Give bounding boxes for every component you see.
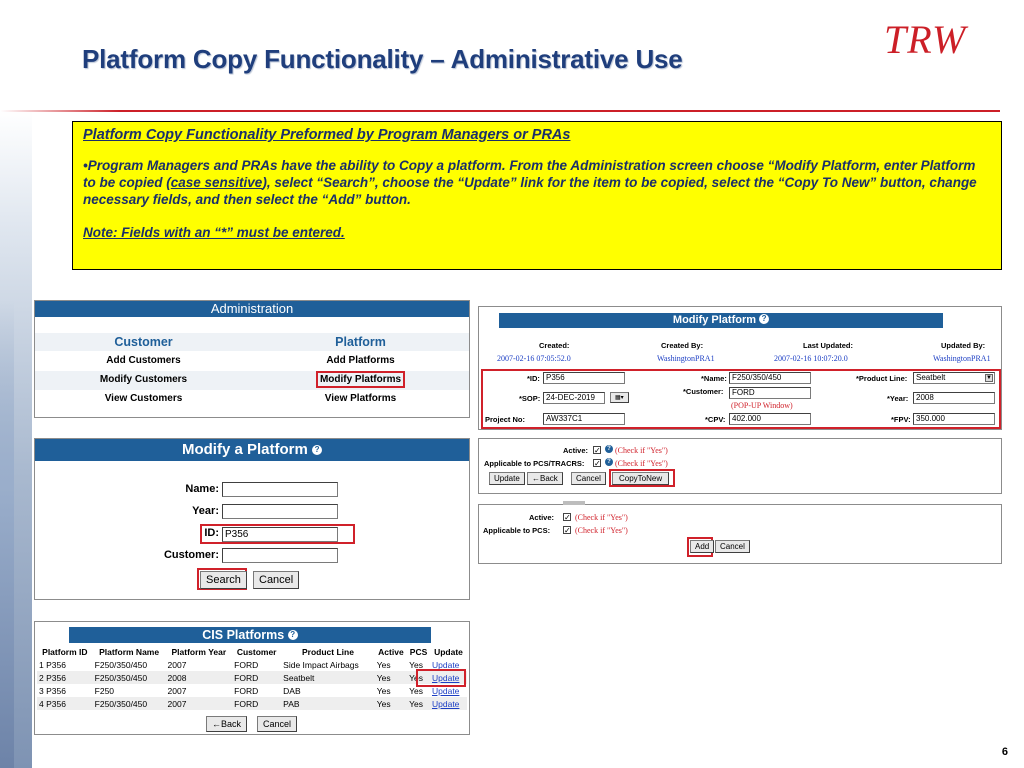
platform-column-header: Platform [252,333,469,351]
active-label: Active: [563,446,589,455]
cis-platforms-table [37,645,467,710]
table-row [37,671,467,684]
created-value: 2007-02-16 07:05:52.0 [497,354,571,363]
update-link[interactable]: Update [432,685,460,696]
platform-id: P356 [46,685,66,696]
active-panel-copy [478,438,1002,494]
product-line-select[interactable] [913,372,995,384]
modify-platforms-cell [252,371,469,389]
year-input[interactable] [222,504,338,519]
active-panel-add [478,504,1002,564]
customer-cell: FORD [234,659,259,670]
row-number: 1 [39,659,44,670]
year-input[interactable]: 2008 [913,392,995,404]
note-text-2: ), select “Search”, choose the “Update” link for the item to be copied, select the “Copy To New” button, change necessary fields, and then select the “Add” button. [83,175,977,207]
slide-title: Platform Copy Functionality – Administrative Use [82,44,683,74]
cis-platforms-title: CIS Platforms [202,628,285,642]
project-no-input[interactable]: AW337C1 [543,413,625,425]
note-heading: Platform Copy Functionality Preformed by Program Managers or PRAs [83,127,571,143]
platform-name-cell: F250/350/450 [93,697,166,710]
sop-input[interactable]: 24-DEC-2019 [543,392,605,404]
updated-by-value: WashingtonPRA1 [933,354,991,363]
last-updated-value: 2007-02-16 10:07:20.0 [774,354,848,363]
modify-a-platform-header [35,439,469,461]
active-label: Active: [529,513,555,522]
help-icon[interactable]: ? [288,630,298,640]
last-updated-label: Last Updated: [803,341,854,350]
update-link[interactable]: Update [432,698,460,709]
cpv-label: *CPV: [705,415,726,424]
audit-header-row [479,341,1001,353]
add-customers-link[interactable]: Add Customers [106,355,181,366]
column-header: Platform Name [99,646,160,657]
administration-title: Administration [35,301,469,317]
admin-row [35,352,469,371]
name-input[interactable]: F250/350/450 [729,372,811,384]
help-icon[interactable]: ? [605,445,613,453]
column-header: PCS [409,646,428,657]
modify-platform-panel [478,306,1002,430]
customer-column-header: Customer [35,333,252,351]
pcs-cell: Yes [409,659,423,670]
platform-id-cell [37,671,93,684]
product-line-value: Seatbelt [916,373,946,382]
platform-year-cell: 2007 [166,697,233,710]
cpv-input[interactable]: 402.000 [729,413,811,425]
admin-row [35,390,469,409]
sop-label: *SOP: [519,394,541,403]
platform-year-cell: 2007 [167,685,187,696]
update-highlight [416,669,466,687]
column-header: Platform Year [171,646,227,657]
active-checkbox[interactable]: ✓ [594,446,601,455]
back-button[interactable]: ←Back [206,716,247,732]
chevron-down-icon[interactable]: ▼ [986,375,992,381]
update-link[interactable]: Update [432,659,460,670]
id-input[interactable]: P356 [222,527,338,542]
note-paragraph [83,157,991,208]
customer-cell: FORD [232,697,281,710]
fpv-label: *FPV: [891,415,911,424]
note-text-1: •Program Managers and PRAs have the ability to Copy a platform. From the Administration screen choose “Modify Platform, enter Platform to be copied ( [83,158,976,190]
customer-label: Customer: [163,549,219,561]
product-line-label: *Product Line: [856,374,908,383]
modify-a-platform-panel [34,438,470,600]
column-header: Customer [236,646,277,657]
update-cell [430,697,467,710]
customer-input[interactable]: FORD [729,387,811,399]
slide-left-gradient-dark [0,300,14,768]
search-button[interactable]: Search [200,571,247,589]
table-row [37,697,467,710]
cis-platforms-panel [34,621,470,735]
admin-row [35,371,469,390]
platform-year-cell: 2008 [166,671,233,684]
customer-label: *Customer: [683,387,724,396]
help-icon[interactable]: ? [759,314,769,324]
admin-header-row [35,333,469,352]
pcs-label: Applicable to PCS: [483,526,551,535]
note-required-fields: Note: Fields with an “*” must be entered. [83,225,345,240]
cancel-button[interactable]: Cancel [715,540,750,553]
id-input[interactable]: P356 [543,372,625,384]
copy-to-new-button[interactable]: CopyToNew [612,472,669,485]
platform-id: P356 [46,672,66,683]
modify-customers-link[interactable]: Modify Customers [99,374,188,385]
popup-window-note: (POP-UP Window) [731,401,793,410]
fpv-input[interactable]: 350.000 [913,413,995,425]
cancel-button[interactable]: Cancel [253,571,299,589]
pcs-checkbox[interactable]: ✓ [564,526,571,535]
id-label: ID: [204,527,219,539]
row-number: 4 [39,698,44,709]
add-button[interactable]: Add [690,540,714,553]
note-case-sensitive: case sensitive [170,175,263,190]
active-cell: Yes [375,697,407,710]
add-platforms-link[interactable]: Add Platforms [326,355,395,366]
customer-input[interactable] [222,548,338,563]
title-divider [0,110,1000,112]
update-button[interactable]: Update [489,472,525,485]
platform-id-cell [37,697,93,710]
pcs-cell: Yes [407,671,430,684]
platform-name-cell: F250/350/450 [94,659,148,670]
product-line-cell: DAB [283,685,301,696]
modify-platforms-link[interactable]: Modify Platforms [316,371,405,388]
row-number: 3 [39,685,44,696]
modify-a-platform-title: Modify a Platform [181,441,308,458]
customer-cell: FORD [232,671,281,684]
help-icon[interactable]: ? [605,458,613,466]
platform-id-cell [37,658,93,671]
calendar-icon: ▦▾ [615,395,624,401]
created-label: Created: [539,341,570,350]
modify-platform-header [499,313,943,328]
check-if-yes-note: (Check if "Yes") [575,526,628,535]
updated-by-label: Updated By: [941,341,986,350]
platform-id: P356 [46,659,66,670]
id-label: *ID: [527,374,540,383]
customer-cell: FORD [234,685,259,696]
audit-values-row [479,354,1001,366]
product-line-cell: PAB [281,697,375,710]
check-if-yes-note: (Check if "Yes") [615,446,668,455]
name-label: Name: [185,483,219,495]
update-link[interactable]: Update [432,672,460,683]
platform-name-cell: F250/350/450 [93,671,166,684]
name-label: *Name: [701,374,727,383]
active-cell: Yes [375,671,407,684]
active-cell: Yes [376,685,391,696]
cancel-button[interactable]: Cancel [571,472,606,485]
active-checkbox[interactable]: ✓ [564,513,571,522]
trw-logo: TRW [884,17,967,62]
table-header-row [37,645,467,658]
page-number: 6 [1001,746,1008,758]
created-by-label: Created By: [661,341,704,350]
view-customers-link[interactable]: View Customers [104,393,183,404]
check-if-yes-note: (Check if "Yes") [575,513,628,522]
cancel-button[interactable]: Cancel [257,716,297,732]
active-cell: Yes [376,659,391,670]
name-input[interactable] [222,482,338,497]
row-number: 2 [39,672,44,683]
product-line-cell: Seatbelt [281,671,375,684]
column-header: Product Line [301,646,354,657]
created-by-value: WashingtonPRA1 [657,354,715,363]
administration-panel [34,300,470,418]
cis-platforms-header [69,627,431,643]
pcs-cell: Yes [409,685,423,696]
project-no-label: Project No: [485,415,526,424]
check-if-yes-note: (Check if "Yes") [615,459,668,468]
overlap-tab [563,501,585,505]
pcs-cell: Yes [407,697,430,710]
product-line-cell: Side Impact Airbags [283,659,359,670]
platform-year-cell: 2007 [167,659,187,670]
instruction-note [72,121,1002,270]
platform-id-cell [37,684,93,697]
table-row [37,684,467,697]
platform-id: P356 [46,698,66,709]
calendar-button[interactable] [610,392,629,403]
modify-platform-title: Modify Platform [672,314,757,326]
table-row [37,658,467,671]
year-label: Year: [192,505,219,517]
pcs-tracrs-label: Applicable to PCS/TRACRS: [484,459,585,468]
view-platforms-link[interactable]: View Platforms [324,393,397,404]
back-button[interactable]: ←Back [527,472,563,485]
pcs-tracrs-checkbox[interactable]: ✓ [594,459,601,468]
help-icon[interactable]: ? [312,445,322,455]
column-header: Platform ID [42,646,88,657]
platform-name-cell: F250 [94,685,115,696]
column-header: Active [378,646,404,657]
column-header: Update [434,646,463,657]
year-label: *Year: [887,394,909,403]
